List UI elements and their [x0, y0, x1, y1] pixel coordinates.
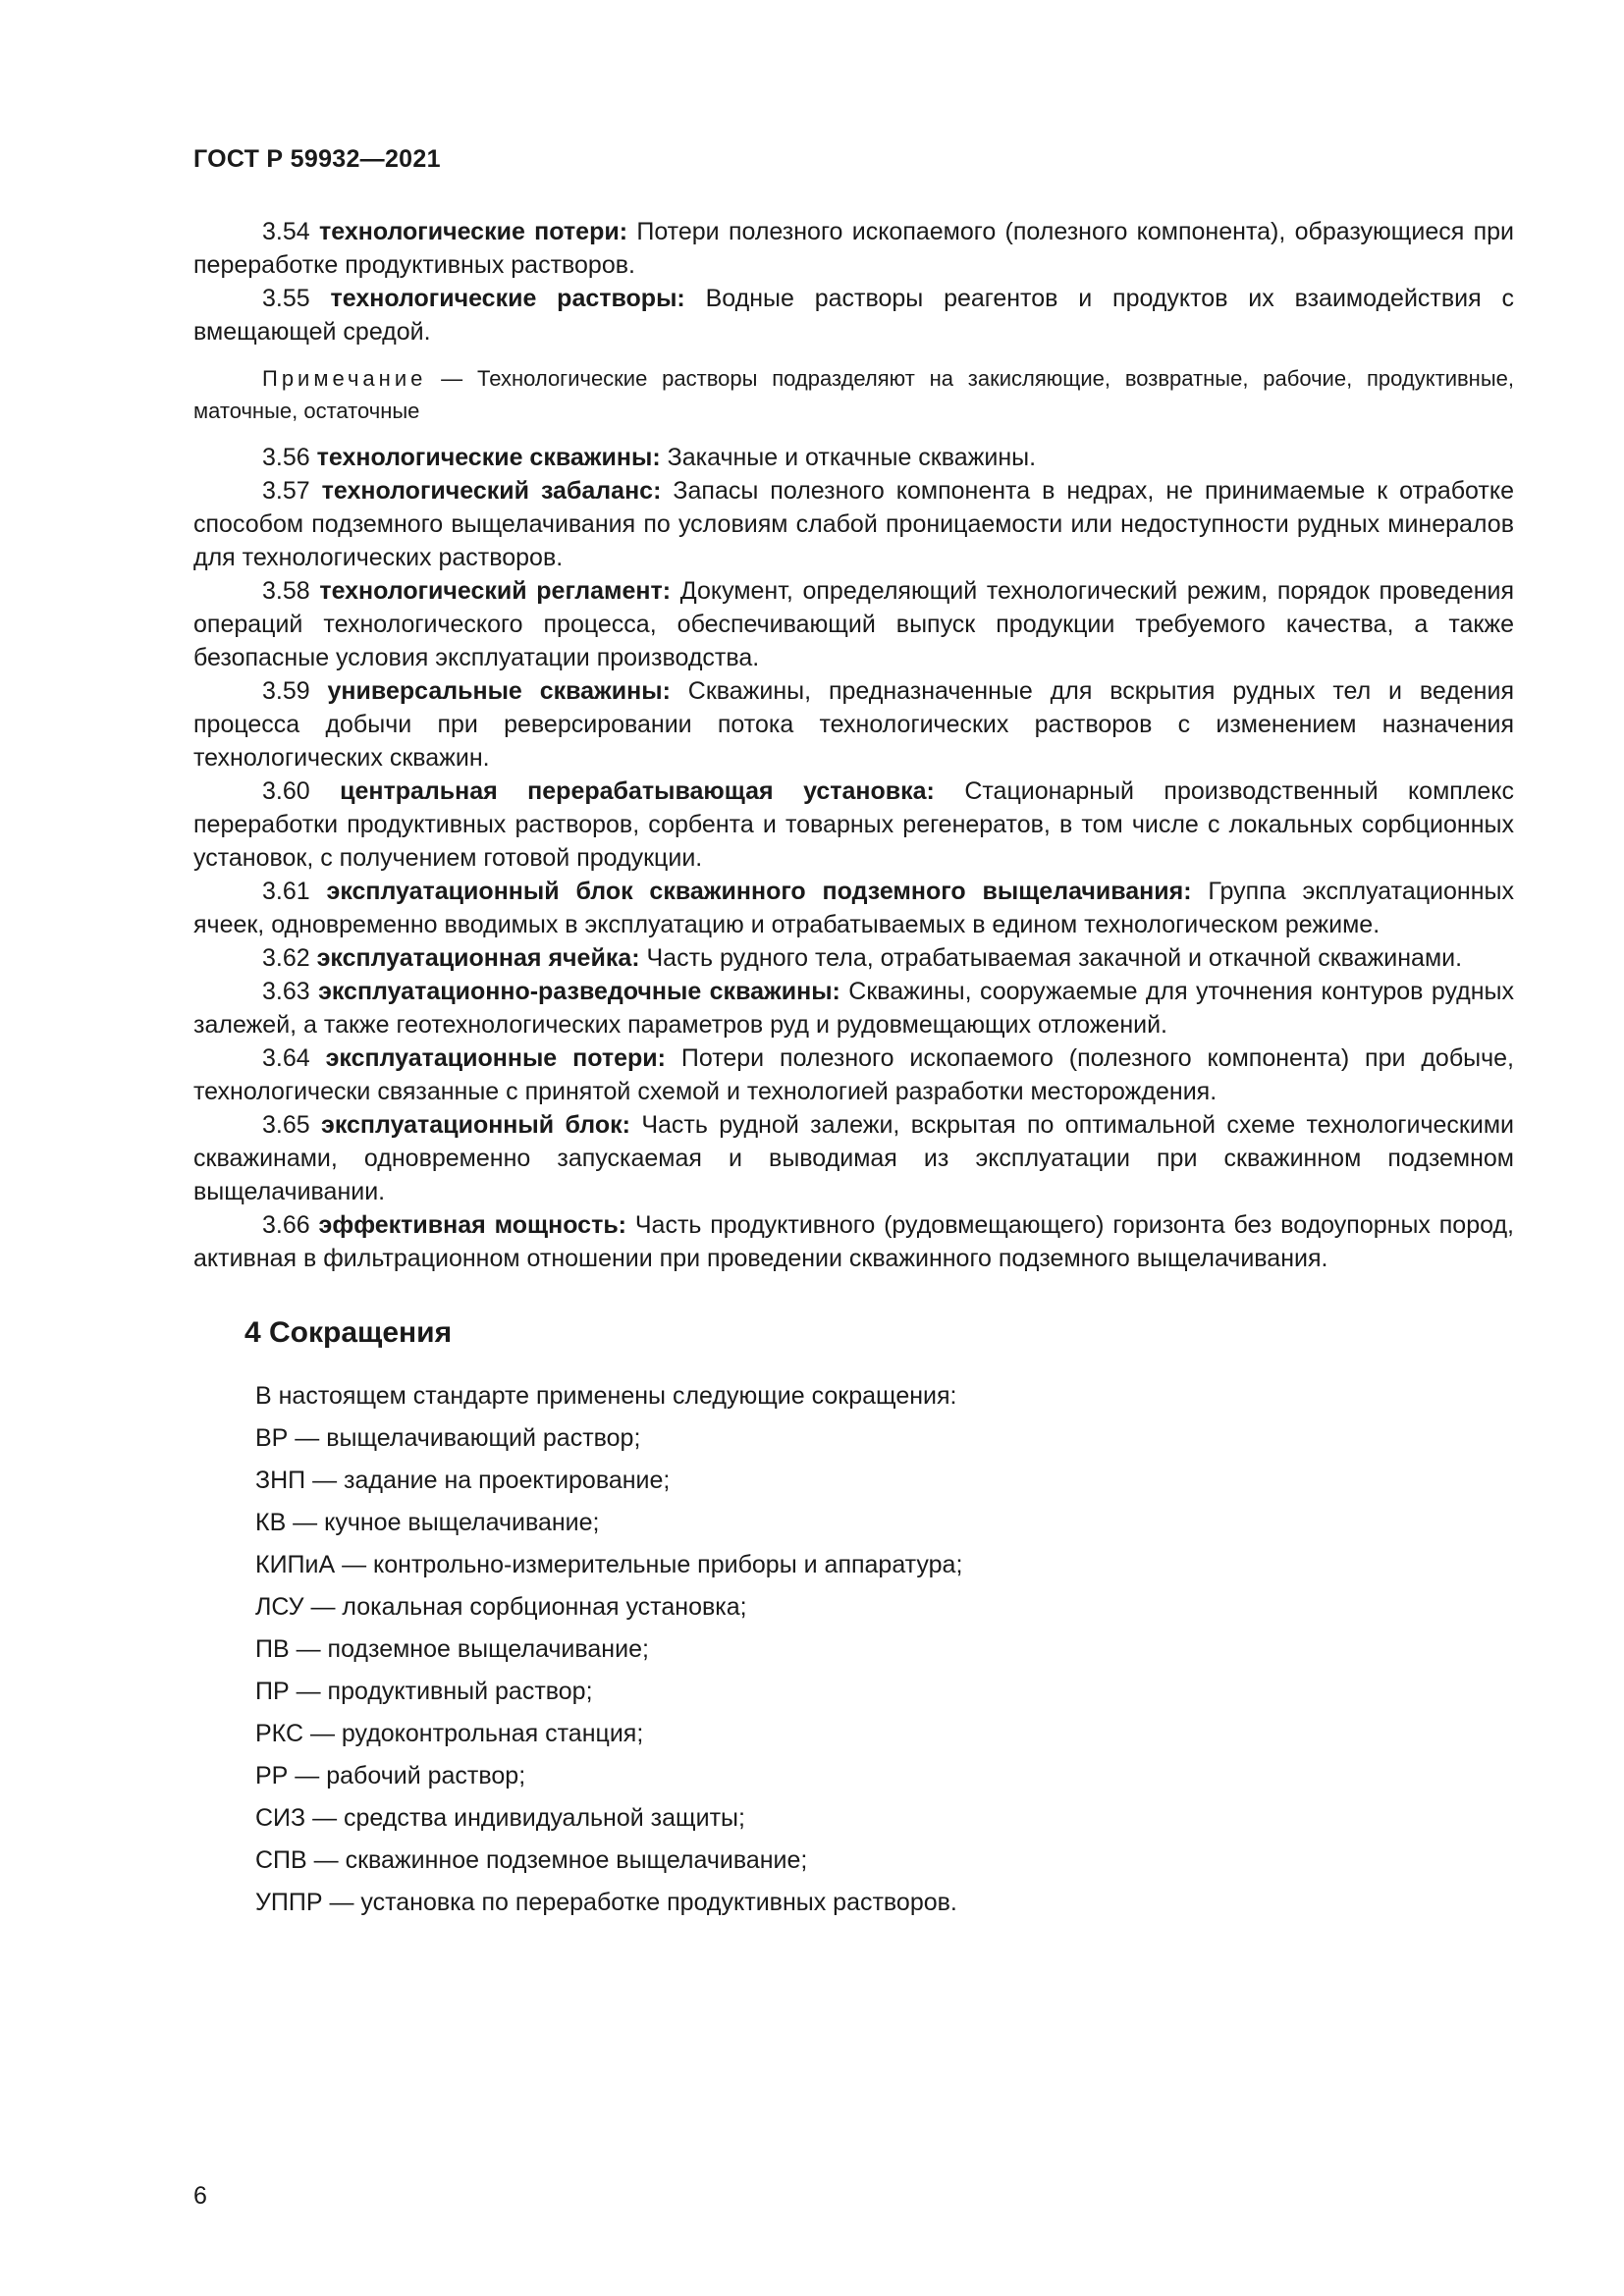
term-definition: Часть рудной залежи, вскрытая по оптимальной схеме технологическими скважинами, одновременно запускаемая и выводимая из эксплуатации при скважинном подземном выщелачивании.	[193, 1111, 1514, 1205]
abbreviation-item: КИПиА — контрольно-измерительные приборы и аппаратура;	[255, 1551, 963, 1578]
term-number: 3.61	[262, 878, 310, 905]
term-name: эксплуатационные потери:	[325, 1044, 666, 1072]
term-definition: Водные растворы реагентов и продуктов их взаимодействия с вмещающей средой.	[193, 285, 1514, 346]
note	[193, 362, 1514, 427]
page-number: 6	[193, 2182, 207, 2210]
term-name: центральная перерабатывающая установка:	[340, 777, 935, 805]
terms-list-before-note	[193, 215, 1514, 348]
term-definition: Стационарный производственный комплекс переработки продуктивных растворов, сорбента и товарных регенератов, в том числе с локальных сорбционных установок, с получением готовой продукции.	[193, 777, 1515, 872]
abbreviation-item: ЗНП — задание на проектирование;	[255, 1467, 671, 1494]
note-text: — Технологические растворы подразделяют на закисляющие, возвратные, рабочие, продуктивные, маточные, остаточные	[193, 366, 1514, 423]
term-number: 3.66	[262, 1211, 310, 1239]
term-number: 3.54	[262, 218, 310, 245]
abbreviation-item: ПВ — подземное выщелачивание;	[255, 1635, 649, 1663]
term-number: 3.65	[262, 1111, 310, 1139]
term-entry	[193, 282, 1514, 348]
note-label: Примечание	[262, 366, 427, 391]
abbreviation-item: СИЗ — средства индивидуальной защиты;	[255, 1804, 745, 1832]
term-number: 3.58	[262, 577, 310, 605]
abbreviation-item: ВР — выщелачивающий раствор;	[255, 1424, 641, 1452]
term-name: эксплуатационная ячейка:	[316, 944, 640, 972]
term-definition: Потери полезного ископаемого (полезного компонента) при добыче, технологически связанные с принятой схемой и технологией разработки месторождения.	[193, 1044, 1514, 1105]
term-number: 3.56	[262, 444, 310, 471]
term-entry	[193, 1108, 1514, 1208]
term-entry	[193, 941, 1514, 975]
document-header: ГОСТ Р 59932—2021	[193, 145, 441, 173]
abbreviation-item: РР — рабочий раствор;	[255, 1762, 526, 1789]
term-definition: Часть рудного тела, отрабатываемая закачной и откачной скважинами.	[646, 944, 1463, 972]
terms-list-after-note	[193, 441, 1514, 1275]
term-definition: Документ, определяющий технологический режим, порядок проведения операций технологического процесса, обеспечивающий выпуск продукции требуемого качества, а также безопасные условия эксплуатации производства.	[193, 577, 1515, 671]
section-title: 4 Сокращения	[244, 1316, 453, 1349]
term-name: эксплуатационный блок:	[321, 1111, 630, 1139]
term-entry	[193, 1208, 1514, 1275]
term-entry	[193, 441, 1514, 474]
abbreviations-intro: В настоящем стандарте применены следующие сокращения:	[255, 1382, 957, 1410]
term-entry	[193, 975, 1514, 1041]
document-page	[193, 145, 1514, 1928]
term-entry	[193, 574, 1514, 674]
term-name: технологические скважины:	[316, 444, 661, 471]
term-number: 3.64	[262, 1044, 310, 1072]
term-entry	[193, 875, 1514, 941]
term-name: эксплуатационный блок скважинного подземного выщелачивания:	[326, 878, 1192, 905]
term-definition: Закачные и откачные скважины.	[667, 444, 1037, 471]
term-number: 3.55	[262, 285, 310, 312]
term-name: технологический регламент:	[319, 577, 672, 605]
term-entry	[193, 215, 1514, 282]
abbreviation-item: ПР — продуктивный раствор;	[255, 1678, 593, 1705]
term-number: 3.63	[262, 978, 310, 1005]
term-name: технологический забаланс:	[321, 477, 662, 505]
term-definition: Запасы полезного компонента в недрах, не принимаемые к отработке способом подземного выщелачивания по условиям слабой проницаемости или недоступности рудных минералов для технологических растворов.	[193, 477, 1514, 571]
term-name: технологические растворы:	[330, 285, 685, 312]
abbreviation-item: РКС — рудоконтрольная станция;	[255, 1720, 644, 1747]
abbreviation-item: КВ — кучное выщелачивание;	[255, 1509, 600, 1536]
term-name: эффективная мощность:	[318, 1211, 627, 1239]
term-number: 3.59	[262, 677, 310, 705]
term-number: 3.62	[262, 944, 310, 972]
abbreviation-item: ЛСУ — локальная сорбционная установка;	[255, 1593, 747, 1621]
term-definition: Группа эксплуатационных ячеек, одновременно вводимых в эксплуатацию и отрабатываемых в едином технологическом режиме.	[193, 878, 1515, 938]
abbreviations-list	[193, 1421, 1514, 1919]
term-entry	[193, 774, 1514, 875]
term-name: технологические потери:	[319, 218, 628, 245]
term-definition: Скважины, сооружаемые для уточнения контуров рудных залежей, а также геотехнологических параметров руд и рудовмещающих отложений.	[193, 978, 1514, 1039]
term-number: 3.57	[262, 477, 310, 505]
term-entry	[193, 674, 1514, 774]
abbreviation-item: СПВ — скважинное подземное выщелачивание;	[255, 1846, 808, 1874]
abbreviation-item: УППР — установка по переработке продуктивных растворов.	[255, 1889, 957, 1916]
term-definition: Часть продуктивного (рудовмещающего) горизонта без водоупорных пород, активная в фильтрационном отношении при проведении скважинного подземного выщелачивания.	[193, 1211, 1514, 1272]
term-number: 3.60	[262, 777, 310, 805]
term-definition: Скважины, предназначенные для вскрытия рудных тел и ведения процесса добычи при реверсировании потока технологических растворов с изменением назначения технологических скважин.	[193, 677, 1514, 772]
term-entry	[193, 474, 1514, 574]
term-entry	[193, 1041, 1514, 1108]
term-name: универсальные скважины:	[327, 677, 671, 705]
term-definition: Потери полезного ископаемого (полезного компонента), образующиеся при переработке продуктивных растворов.	[193, 218, 1514, 279]
term-name: эксплуатационно-разведочные скважины:	[318, 978, 840, 1005]
